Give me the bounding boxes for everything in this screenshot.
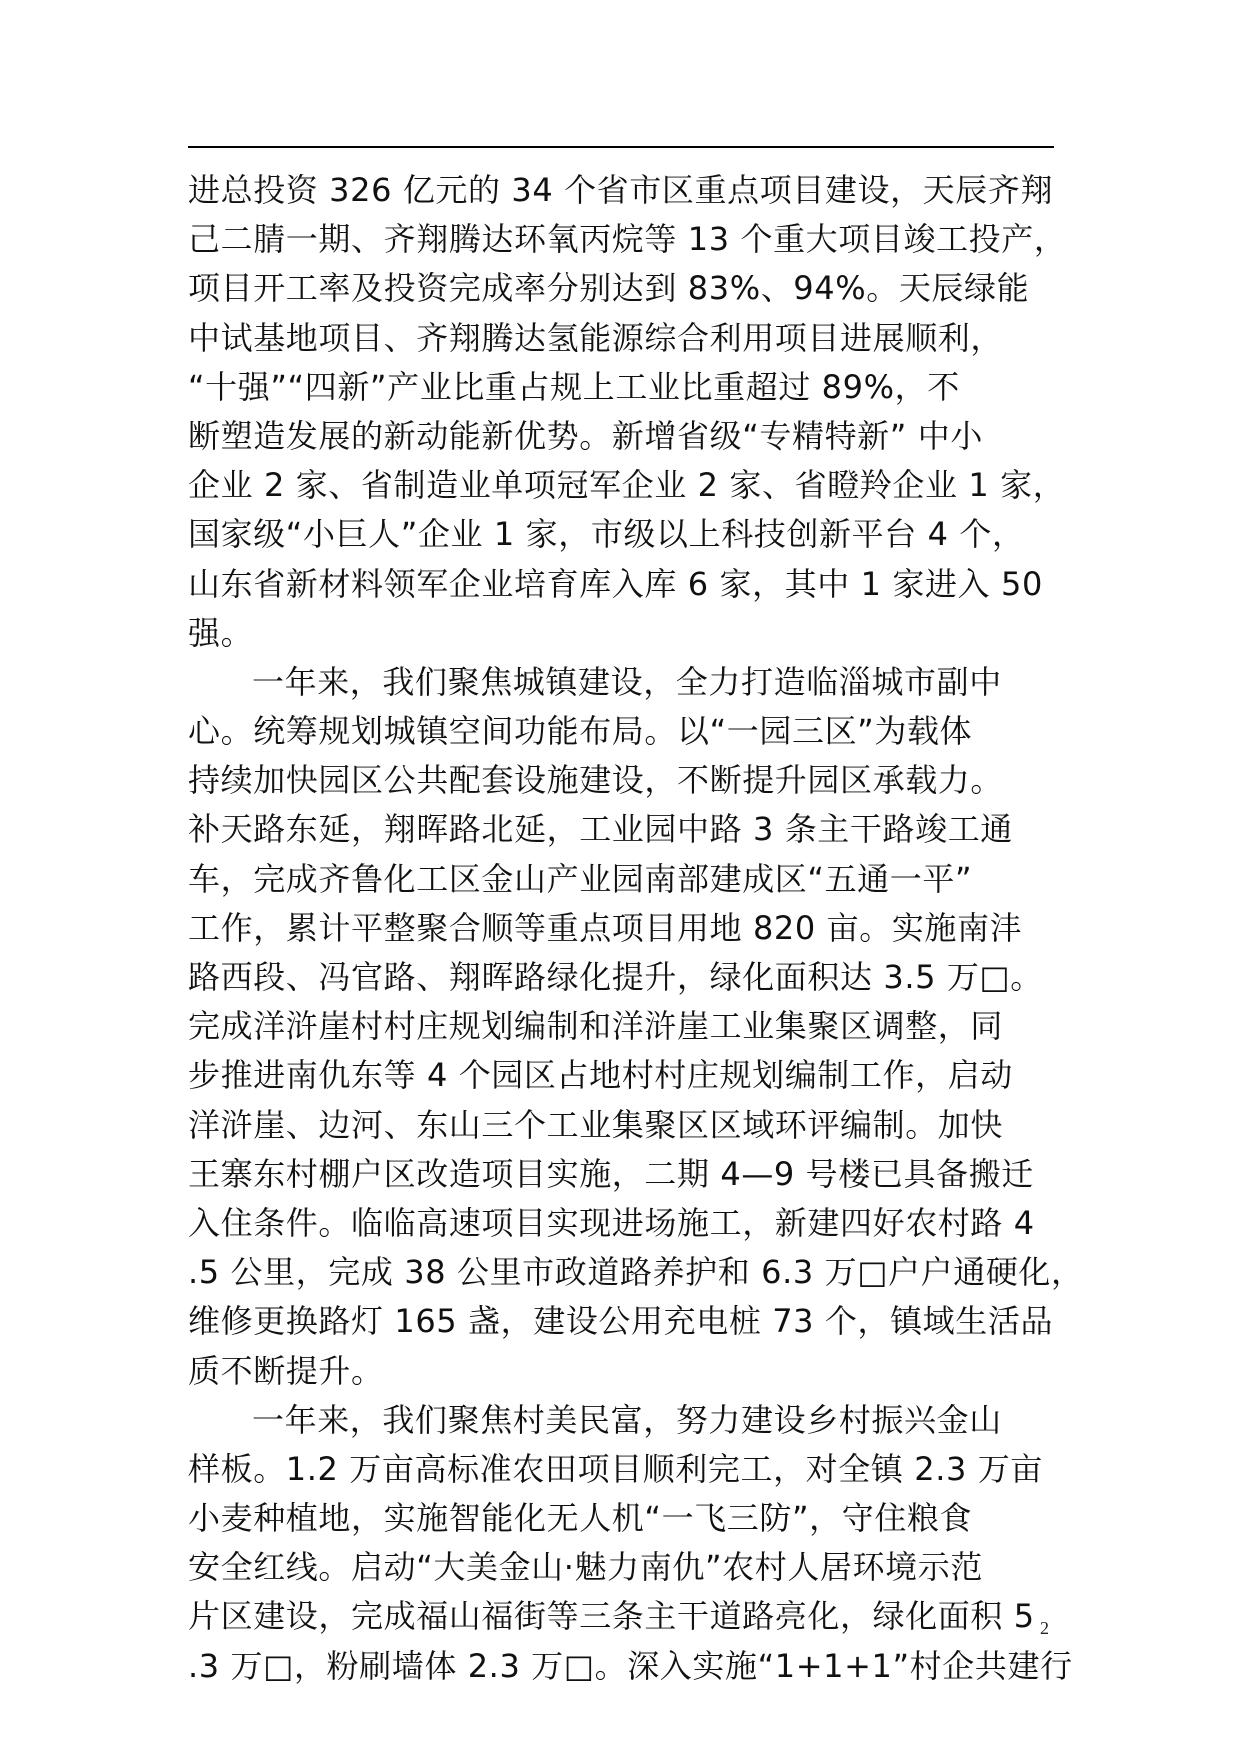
text-line: 心。统筹规划城镇空间功能布局。以“一园三区”为载体 xyxy=(188,712,973,751)
text-line: 质不断提升。 xyxy=(188,1351,384,1390)
text-line: 路西段、冯官路、翔晖路绿化提升，绿化面积达 3.5 万□。 xyxy=(188,958,1043,996)
text-line: 入住条件。临临高速项目实现进场施工，新建四好农村路 4 xyxy=(188,1203,1035,1242)
text-line: 完成洋浒崖村村庄规划编制和洋浒崖工业集聚区调整，同 xyxy=(188,1007,1004,1046)
text-line: 项目开工率及投资完成率分别达到 83%、94%。天辰绿能 xyxy=(188,269,1030,308)
text-line: 王寨东村棚户区改造项目实施，二期 4—9 号楼已具备搬迁 xyxy=(188,1154,1034,1193)
text-line: 步推进南仇东等 4 个园区占地村村庄规划编制工作，启动 xyxy=(188,1056,1013,1095)
paragraph-first-line: 一年来，我们聚焦城镇建设，全力打造临淄城市副中 xyxy=(252,662,1002,701)
text-line: 己二腈一期、齐翔腾达环氧丙烷等 13 个重大项目竣工投产， xyxy=(188,220,1067,259)
text-line: 样板。1.2 万亩高标准农田项目顺利完工，对全镇 2.3 万亩 xyxy=(188,1449,1043,1488)
text-line: 山东省新材料领军企业培育库入库 6 家，其中 1 家进入 50 xyxy=(188,564,1043,603)
body-text xyxy=(188,166,1108,1691)
text-line: 持续加快园区公共配套设施建设，不断提升园区承载力。 xyxy=(188,761,1004,800)
text-line: 强。 xyxy=(188,613,254,652)
text-line: 中试基地项目、齐翔腾达氢能源综合利用项目进展顺利， xyxy=(188,318,1004,357)
text-line: 国家级“小巨人”企业 1 家，市级以上科技创新平台 4 个， xyxy=(188,515,1025,554)
text-line: 片区建设，完成福山福街等三条主干道路亮化，绿化面积 5 xyxy=(188,1597,1035,1636)
text-line: 断塑造发展的新动能新优势。新增省级“专精特新” 中小 xyxy=(188,416,983,455)
text-line: 小麦种植地，实施智能化无人机“一飞三防”，守住粮食 xyxy=(188,1499,973,1538)
page-number: 2 xyxy=(1040,1618,1049,1638)
text-line: 安全红线。启动“大美金山·魅力南仇”农村人居环境示范 xyxy=(188,1548,983,1587)
text-line: 维修更换路灯 165 盏，建设公用充电桩 73 个，镇域生活品 xyxy=(188,1302,1054,1341)
text-line: 车，完成齐鲁化工区金山产业园南部建成区“五通一平” xyxy=(188,859,973,898)
text-line: 洋浒崖、边河、东山三个工业集聚区区域环评编制。加快 xyxy=(188,1105,1004,1144)
text-line: .5 公里，完成 38 公里市政道路养护和 6.3 万□户户通硬化， xyxy=(188,1253,1084,1292)
text-line: .3 万□，粉刷墙体 2.3 万□。深入实施“1+1+1”村企共建行 xyxy=(188,1646,1073,1685)
text-line: 工作，累计平整聚合顺等重点项目用地 820 亩。实施南沣 xyxy=(188,908,1023,947)
header-rule xyxy=(188,146,1054,148)
paragraph-first-line: 一年来，我们聚焦村美民富，努力建设乡村振兴金山 xyxy=(252,1400,1002,1439)
text-line: “十强”“四新”产业比重占规上工业比重超过 89%，不 xyxy=(188,367,960,406)
text-line: 进总投资 326 亿元的 34 个省市区重点项目建设，天辰齐翔 xyxy=(188,171,1054,209)
text-line: 补天路东延，翔晖路北延，工业园中路 3 条主干路竣工通 xyxy=(188,810,1013,849)
text-line: 企业 2 家、省制造业单项冠军企业 2 家、省瞪羚企业 1 家， xyxy=(188,466,1066,505)
